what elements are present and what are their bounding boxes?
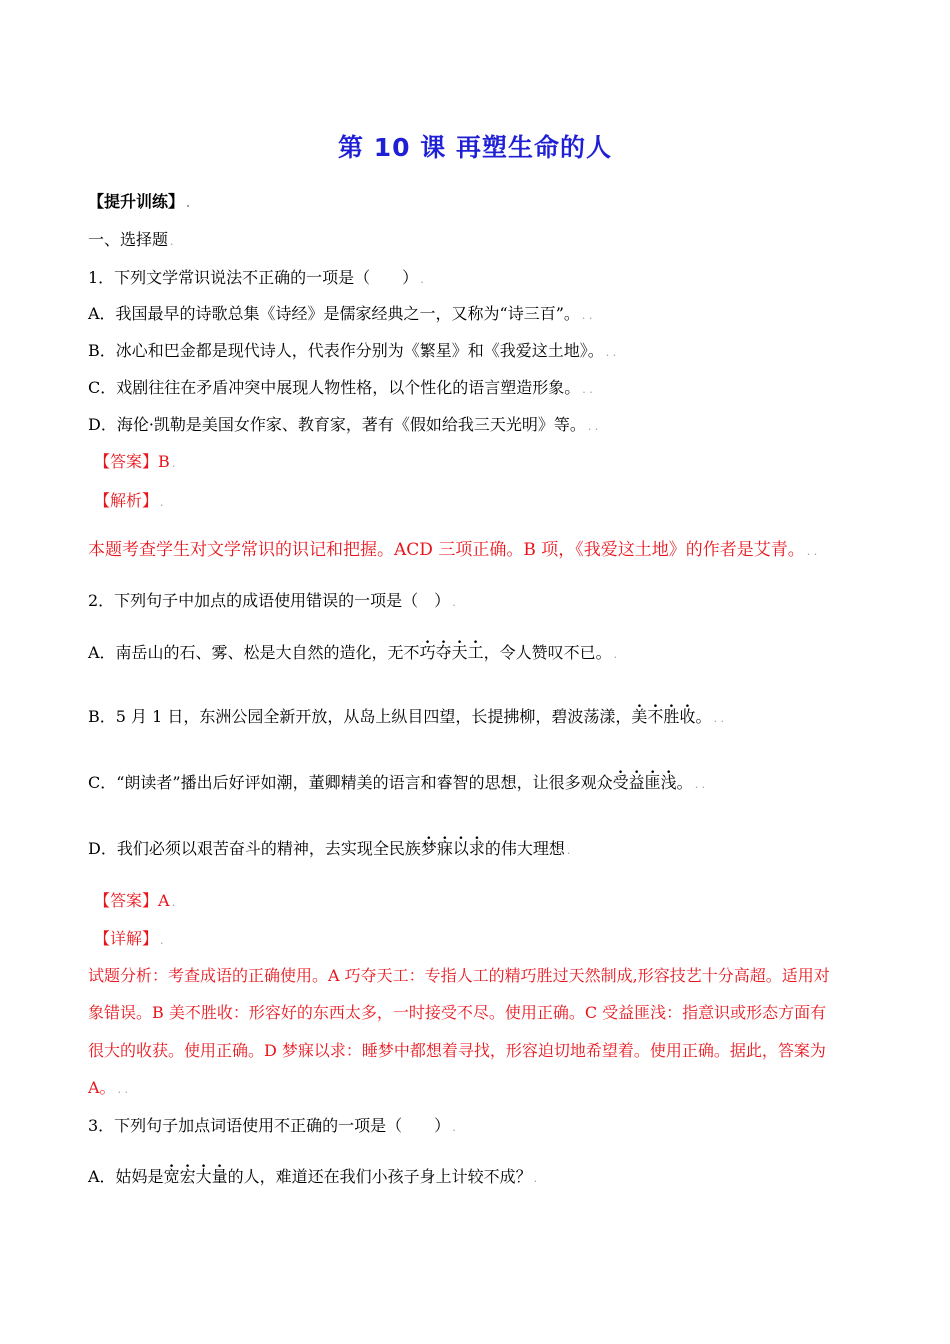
q2-analysis-line-3: 很大的收获。使用正确。D 梦寐以求：睡梦中都想着寻找，形容迫切地希望着。使用正确。据此，答案为	[88, 1041, 826, 1060]
q1-analysis-label: 【解析】 .	[94, 491, 164, 510]
q2-option-a-after: ，令人赞叹不已。	[483, 643, 612, 662]
dotted-char: 量	[211, 1167, 228, 1186]
q1-answer-label: 【答案】	[94, 452, 159, 471]
q1-option-d: D．海伦·凯勒是美国女作家、教育家，著有《假如给我三天光明》等。 . .	[88, 415, 599, 434]
q2-analysis-line-4: A。 . .	[88, 1078, 129, 1097]
dotted-char: 工	[467, 643, 484, 662]
q1-answer: 【答案】B .	[94, 452, 176, 471]
q2-option-c-before: C．“朗读者”播出后好评如潮，董卿精美的语言和睿智的思想，让很多观众	[88, 773, 613, 792]
page-title: 第 10 课 再塑生命的人	[338, 133, 612, 162]
dotted-char: 宽	[163, 1167, 180, 1186]
dotted-char: 梦	[420, 839, 437, 858]
q1-analysis-label-text: 【解析】	[94, 491, 159, 510]
part-heading: 一、选择题 .	[88, 230, 174, 249]
dotted-char: 收	[679, 707, 696, 726]
q2-option-d-before: D．我们必须以艰苦奋斗的精神，去实现全民族	[88, 839, 421, 858]
q2-analysis-line-4-text: A。	[88, 1078, 116, 1097]
dotted-char: 以	[452, 839, 469, 858]
dotted-char: 宏	[179, 1167, 196, 1186]
q2-stem-text: 2．下列句子中加点的成语使用错误的一项是（ ）	[88, 591, 451, 610]
q3-option-a-after: 的人，难道还在我们小孩子身上计较不成？	[227, 1167, 532, 1186]
q2-option-c: C．“朗读者”播出后好评如潮，董卿精美的语言和睿智的思想，让很多观众受益匪浅。 . .	[88, 773, 706, 792]
dotted-char: 受	[612, 773, 629, 792]
q2-option-a-before: A．南岳山的石、雾、松是大自然的造化，无不	[88, 643, 420, 662]
q2-stem: 2．下列句子中加点的成语使用错误的一项是（ ） .	[88, 591, 456, 610]
q2-option-a: A．南岳山的石、雾、松是大自然的造化，无不巧夺天工，令人赞叹不已。 .	[88, 643, 618, 662]
dotted-char: 夺	[435, 643, 452, 662]
q1-option-d-text: D．海伦·凯勒是美国女作家、教育家，著有《假如给我三天光明》等。	[88, 415, 586, 434]
q1-stem-text: 1．下列文学常识说法不正确的一项是（ ）	[88, 268, 419, 287]
q2-analysis-label-text: 【详解】	[94, 929, 159, 948]
dotted-char: 浅	[660, 773, 677, 792]
section-label: 【提升训练】 .	[88, 192, 191, 211]
q1-answer-value: B	[158, 452, 170, 471]
q2-option-a-dotted	[420, 643, 484, 662]
q2-answer: 【答案】A .	[94, 891, 176, 910]
q1-stem: 1．下列文学常识说法不正确的一项是（ ） .	[88, 268, 424, 287]
dotted-char: 求	[468, 839, 485, 858]
q2-option-b-before: B．5 月 1 日，东洲公园全新开放，从岛上纵目四望，长提拂柳，碧波荡漾，	[88, 707, 632, 726]
q2-answer-label: 【答案】	[94, 891, 159, 910]
q3-option-a-dotted	[164, 1167, 228, 1186]
q2-answer-value: A	[158, 891, 170, 910]
section-label-text: 【提升训练】	[88, 192, 185, 211]
q2-analysis-line-2: 象错误。B 美不胜收：形容好的东西太多，一时接受不尽。使用正确。C 受益匪浅：指意识或形态方面有	[88, 1003, 827, 1022]
q2-option-c-dotted	[613, 773, 677, 792]
dotted-char: 巧	[419, 643, 436, 662]
dotted-char: 益	[628, 773, 645, 792]
dotted-char: 不	[647, 707, 664, 726]
dotted-char: 天	[451, 643, 468, 662]
q1-option-b: B．冰心和巴金都是现代诗人，代表作分别为《繁星》和《我爱这土地》。 . .	[88, 341, 617, 360]
q1-option-c: C．戏剧往往在矛盾冲突中展现人物性格，以个性化的语言塑造形象。 . .	[88, 378, 593, 397]
q1-analysis-text-span: 本题考查学生对文学常识的识记和把握。ACD 三项正确。B 项，《我爱这土地》的作者是艾青。	[88, 540, 805, 560]
dotted-char: 大	[195, 1167, 212, 1186]
q1-option-a-text: A．我国最早的诗歌总集《诗经》是儒家经典之一，又称为“诗三百”。	[88, 304, 580, 323]
q2-option-b: B．5 月 1 日，东洲公园全新开放，从岛上纵目四望，长提拂柳，碧波荡漾，美不胜收。 . .	[88, 707, 724, 726]
q2-option-d-dotted	[421, 839, 485, 858]
q2-analysis-line-1: 试题分析：考查成语的正确使用。A 巧夺天工：专指人工的精巧胜过天然制成,形容技艺十分高超。适用对	[88, 966, 830, 985]
q3-stem: 3．下列句子加点词语使用不正确的一项是（ ） .	[88, 1116, 456, 1135]
dotted-char: 美	[631, 707, 648, 726]
q2-option-d-after: 的伟大理想	[484, 839, 565, 858]
q2-analysis-label: 【详解】 .	[94, 929, 164, 948]
q3-stem-text: 3．下列句子加点词语使用不正确的一项是（ ）	[88, 1116, 451, 1135]
q3-option-a: A．姑妈是宽宏大量的人，难道还在我们小孩子身上计较不成？ .	[88, 1167, 538, 1186]
dotted-char: 匪	[644, 773, 661, 792]
q1-analysis-text: 本题考查学生对文学常识的识记和把握。ACD 三项正确。B 项，《我爱这土地》的作者是艾青。 . .	[88, 540, 818, 560]
q1-option-b-text: B．冰心和巴金都是现代诗人，代表作分别为《繁星》和《我爱这土地》。	[88, 341, 604, 360]
part-heading-text: 一、选择题	[88, 230, 169, 249]
q2-option-b-after: 。	[695, 707, 712, 726]
q1-option-c-text: C．戏剧往往在矛盾冲突中展现人物性格，以个性化的语言塑造形象。	[88, 378, 581, 397]
dotted-char: 寐	[436, 839, 453, 858]
q2-option-b-dotted	[631, 707, 695, 726]
dotted-char: 胜	[663, 707, 680, 726]
q2-option-c-after: 。	[676, 773, 693, 792]
q1-option-a: A．我国最早的诗歌总集《诗经》是儒家经典之一，又称为“诗三百”。 . .	[88, 304, 593, 323]
q3-option-a-before: A．姑妈是	[88, 1167, 164, 1186]
q2-option-d: D．我们必须以艰苦奋斗的精神，去实现全民族梦寐以求的伟大理想 .	[88, 839, 571, 858]
